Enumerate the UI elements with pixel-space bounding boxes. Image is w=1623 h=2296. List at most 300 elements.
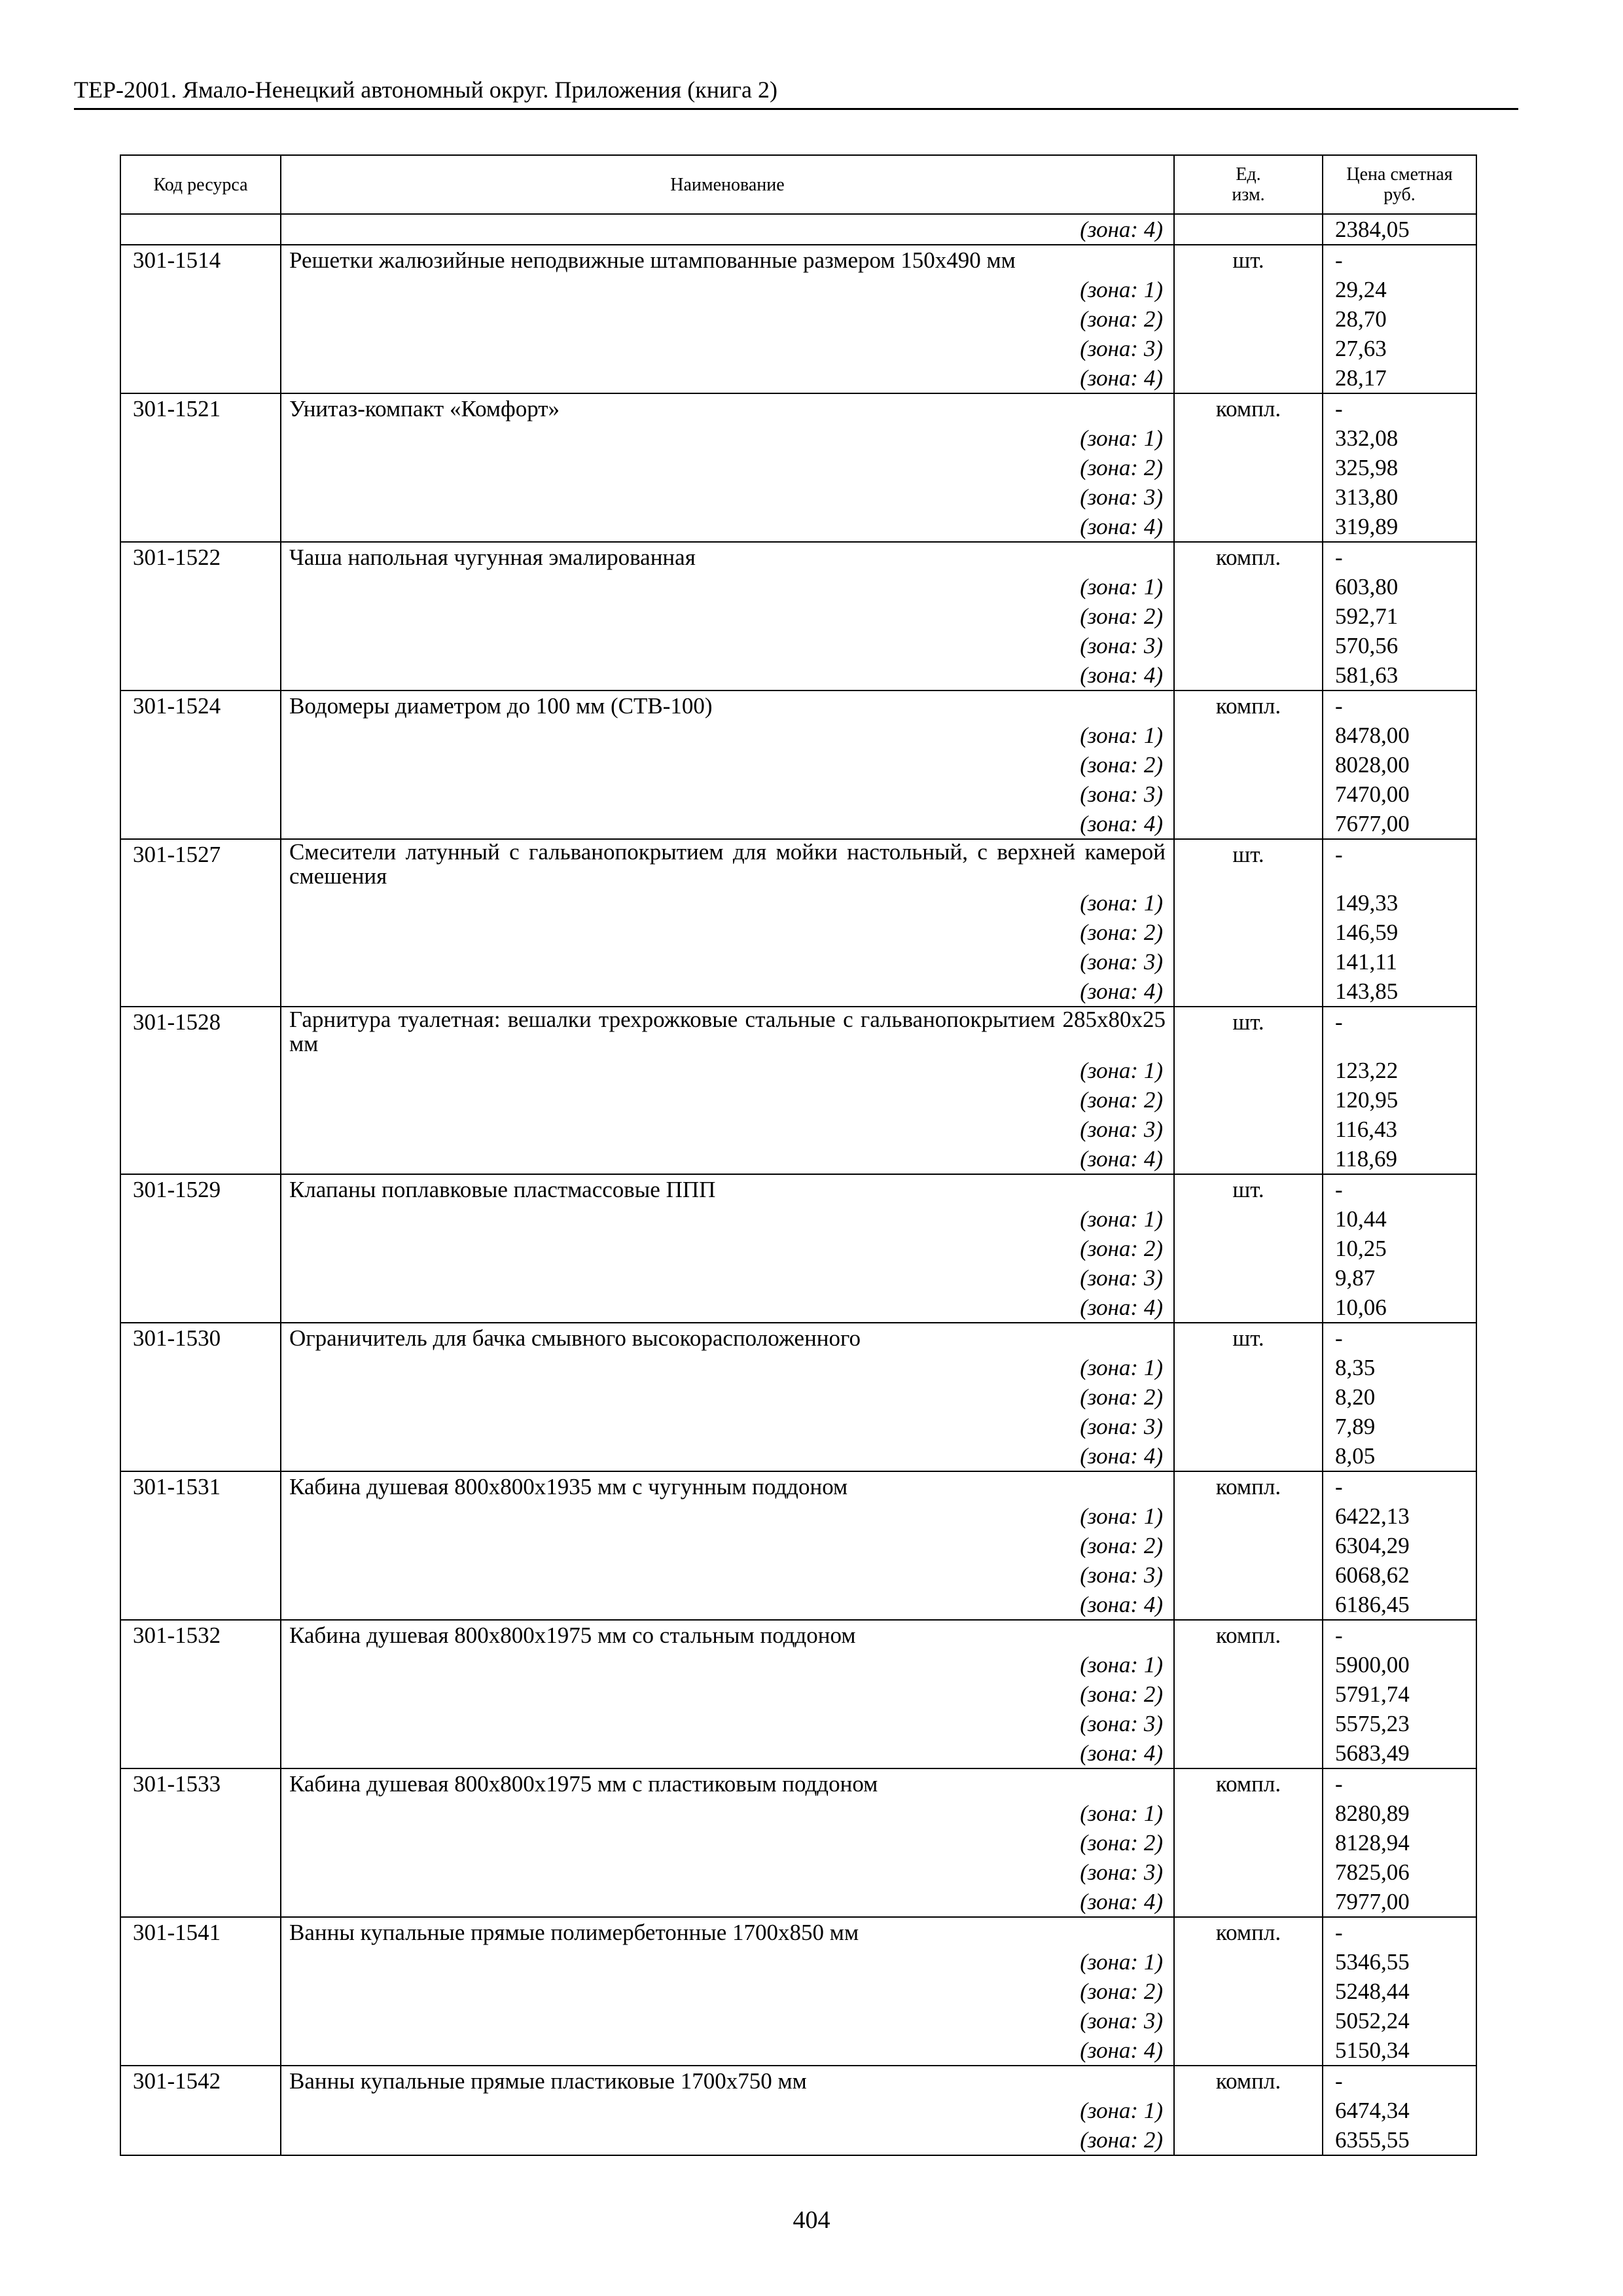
table-row — [120, 1441, 1476, 1471]
table-row — [120, 2066, 1476, 2096]
price-cell: - — [1323, 2066, 1476, 2096]
unit-cell — [1174, 1799, 1323, 1828]
resource-name: Унитаз-компакт «Комфорт» — [281, 393, 1174, 423]
resource-name: Клапаны поплавковые пластмассовые ППП — [281, 1174, 1174, 1204]
zone-label: (зона: 4) — [281, 1293, 1174, 1323]
code-cell — [120, 918, 281, 947]
resource-code: 301-1541 — [120, 1917, 281, 1947]
zone-label: (зона: 4) — [281, 809, 1174, 839]
code-cell — [120, 1590, 281, 1620]
zone-price: 123,22 — [1323, 1056, 1476, 1085]
table-row — [120, 245, 1476, 275]
code-cell — [120, 721, 281, 750]
code-cell — [120, 1501, 281, 1531]
unit-cell — [1174, 1056, 1323, 1085]
zone-price: 5248,44 — [1323, 1977, 1476, 2006]
zone-price: 6474,34 — [1323, 2096, 1476, 2125]
table-row — [120, 918, 1476, 947]
zone-price: 118,69 — [1323, 1144, 1476, 1174]
unit-cell — [1174, 423, 1323, 453]
unit-cell — [1174, 1709, 1323, 1738]
code-cell — [120, 214, 281, 245]
unit-cell — [1174, 1382, 1323, 1412]
table-row — [120, 334, 1476, 363]
unit-cell — [1174, 214, 1323, 245]
code-cell — [120, 1828, 281, 1857]
zone-label: (зона: 4) — [281, 1441, 1174, 1471]
zone-price: 28,70 — [1323, 304, 1476, 334]
table-row — [120, 363, 1476, 393]
page-header: ТЕР-2001. Ямало-Ненецкий автономный округ. Приложения (книга 2) — [74, 74, 1518, 110]
table-header — [120, 155, 1476, 214]
table-row — [120, 214, 1476, 245]
resource-code: 301-1522 — [120, 542, 281, 572]
table-row — [120, 1412, 1476, 1441]
price-cell: - — [1323, 691, 1476, 721]
table-row — [120, 1828, 1476, 1857]
code-cell — [120, 512, 281, 542]
table-row — [120, 1144, 1476, 1174]
zone-label: (зона: 1) — [281, 1501, 1174, 1531]
table-row — [120, 1382, 1476, 1412]
code-cell — [120, 304, 281, 334]
unit-cell: компл. — [1174, 1768, 1323, 1799]
price-cell: - — [1323, 1007, 1476, 1056]
zone-price: 149,33 — [1323, 888, 1476, 918]
table-row — [120, 512, 1476, 542]
zone-label: (зона: 4) — [281, 1887, 1174, 1917]
code-cell — [120, 1441, 281, 1471]
page-number: 404 — [793, 2206, 830, 2234]
resource-code: 301-1529 — [120, 1174, 281, 1204]
unit-cell — [1174, 660, 1323, 691]
zone-price: 10,06 — [1323, 1293, 1476, 1323]
unit-cell: шт. — [1174, 1007, 1323, 1056]
zone-label: (зона: 3) — [281, 1560, 1174, 1590]
zone-price: 319,89 — [1323, 512, 1476, 542]
resource-code: 301-1524 — [120, 691, 281, 721]
unit-cell: шт. — [1174, 839, 1323, 888]
unit-cell — [1174, 1738, 1323, 1768]
zone-label: (зона: 3) — [281, 947, 1174, 977]
resource-code: 301-1521 — [120, 393, 281, 423]
code-cell — [120, 1085, 281, 1115]
col-header-code: Код ресурса — [120, 155, 281, 214]
zone-price: 8,20 — [1323, 1382, 1476, 1412]
zone-label: (зона: 1) — [281, 721, 1174, 750]
table-body — [120, 214, 1476, 2155]
price-cell: - — [1323, 1917, 1476, 1947]
zone-label: (зона: 3) — [281, 1412, 1174, 1441]
code-cell — [120, 1531, 281, 1560]
code-cell — [120, 750, 281, 780]
zone-price: 7,89 — [1323, 1412, 1476, 1441]
zone-price: 8,05 — [1323, 1441, 1476, 1471]
table-row — [120, 304, 1476, 334]
zone-label: (зона: 2) — [281, 918, 1174, 947]
unit-cell — [1174, 1293, 1323, 1323]
table-row — [120, 1056, 1476, 1085]
zone-price: 5791,74 — [1323, 1679, 1476, 1709]
table-row — [120, 1650, 1476, 1679]
resource-code: 301-1514 — [120, 245, 281, 275]
code-cell — [120, 1947, 281, 1977]
zone-label: (зона: 2) — [281, 2125, 1174, 2155]
resource-code: 301-1532 — [120, 1620, 281, 1650]
zone-label: (зона: 1) — [281, 423, 1174, 453]
zone-price: 6068,62 — [1323, 1560, 1476, 1590]
zone-price: 8,35 — [1323, 1353, 1476, 1382]
zone-label: (зона: 1) — [281, 1650, 1174, 1679]
code-cell — [120, 423, 281, 453]
resource-name: Кабина душевая 800х800х1975 мм с пластиковым поддоном — [281, 1768, 1174, 1799]
zone-label: (зона: 1) — [281, 1056, 1174, 1085]
table-row — [120, 393, 1476, 423]
table-row — [120, 1204, 1476, 1234]
table-row — [120, 1501, 1476, 1531]
zone-price: 5900,00 — [1323, 1650, 1476, 1679]
table-row — [120, 1323, 1476, 1353]
code-cell — [120, 2036, 281, 2066]
zone-price: 10,44 — [1323, 1204, 1476, 1234]
code-cell — [120, 1382, 281, 1412]
table-row — [120, 601, 1476, 631]
zone-price: 570,56 — [1323, 631, 1476, 660]
zone-price: 5575,23 — [1323, 1709, 1476, 1738]
code-cell — [120, 1560, 281, 1590]
code-cell — [120, 1857, 281, 1887]
price-table — [120, 154, 1477, 2156]
code-cell — [120, 1412, 281, 1441]
table-row — [120, 1857, 1476, 1887]
zone-label: (зона: 2) — [281, 1234, 1174, 1263]
zone-label: (зона: 3) — [281, 334, 1174, 363]
zone-price: 7825,06 — [1323, 1857, 1476, 1887]
price-cell: - — [1323, 1323, 1476, 1353]
zone-label: (зона: 2) — [281, 1977, 1174, 2006]
table-row — [120, 1887, 1476, 1917]
table-row — [120, 1007, 1476, 1056]
unit-cell — [1174, 1679, 1323, 1709]
code-cell — [120, 1263, 281, 1293]
unit-cell — [1174, 1650, 1323, 1679]
price-cell: - — [1323, 393, 1476, 423]
code-cell — [120, 1056, 281, 1085]
code-cell — [120, 482, 281, 512]
table-row — [120, 1531, 1476, 1560]
zone-label: (зона: 4) — [281, 214, 1174, 245]
unit-cell — [1174, 721, 1323, 750]
unit-cell — [1174, 947, 1323, 977]
zone-price: 5052,24 — [1323, 2006, 1476, 2036]
zone-label: (зона: 3) — [281, 1115, 1174, 1144]
zone-price: 8280,89 — [1323, 1799, 1476, 1828]
price-cell: - — [1323, 1174, 1476, 1204]
zone-price: 592,71 — [1323, 601, 1476, 631]
code-cell — [120, 1234, 281, 1263]
zone-label: (зона: 2) — [281, 304, 1174, 334]
resource-name: Ванны купальные прямые пластиковые 1700х750 мм — [281, 2066, 1174, 2096]
code-cell — [120, 1887, 281, 1917]
zone-label: (зона: 2) — [281, 1085, 1174, 1115]
zone-price: 7470,00 — [1323, 780, 1476, 809]
zone-price: 6186,45 — [1323, 1590, 1476, 1620]
unit-cell: шт. — [1174, 245, 1323, 275]
unit-cell — [1174, 275, 1323, 304]
unit-cell — [1174, 363, 1323, 393]
price-cell: - — [1323, 1471, 1476, 1501]
table-row — [120, 1263, 1476, 1293]
price-cell: - — [1323, 542, 1476, 572]
zone-label: (зона: 3) — [281, 1857, 1174, 1887]
code-cell — [120, 1709, 281, 1738]
col-header-price-l1: Цена сметная — [1346, 164, 1453, 185]
code-cell — [120, 1293, 281, 1323]
unit-cell — [1174, 1085, 1323, 1115]
table-row — [120, 1353, 1476, 1382]
unit-cell — [1174, 1204, 1323, 1234]
code-cell — [120, 660, 281, 691]
table-row — [120, 1174, 1476, 1204]
table-row — [120, 809, 1476, 839]
zone-label: (зона: 4) — [281, 977, 1174, 1007]
unit-cell — [1174, 1590, 1323, 1620]
unit-cell — [1174, 809, 1323, 839]
price-cell: - — [1323, 839, 1476, 888]
resource-code: 301-1533 — [120, 1768, 281, 1799]
unit-cell — [1174, 334, 1323, 363]
unit-cell — [1174, 2125, 1323, 2155]
zone-label: (зона: 4) — [281, 1144, 1174, 1174]
zone-price: 7677,00 — [1323, 809, 1476, 839]
table-row — [120, 721, 1476, 750]
unit-cell — [1174, 1144, 1323, 1174]
zone-price: 325,98 — [1323, 453, 1476, 482]
price-cell: - — [1323, 1768, 1476, 1799]
zone-price: 116,43 — [1323, 1115, 1476, 1144]
zone-label: (зона: 3) — [281, 2006, 1174, 2036]
zone-label: (зона: 2) — [281, 1679, 1174, 1709]
zone-price: 313,80 — [1323, 482, 1476, 512]
code-cell — [120, 947, 281, 977]
table-row — [120, 888, 1476, 918]
zone-price: 9,87 — [1323, 1263, 1476, 1293]
code-cell — [120, 572, 281, 601]
zone-label: (зона: 1) — [281, 275, 1174, 304]
zone-label: (зона: 4) — [281, 660, 1174, 691]
table-row — [120, 542, 1476, 572]
zone-price: 8478,00 — [1323, 721, 1476, 750]
zone-price: 8128,94 — [1323, 1828, 1476, 1857]
unit-cell — [1174, 453, 1323, 482]
col-header-unit — [1174, 155, 1323, 214]
zone-price: 6304,29 — [1323, 1531, 1476, 1560]
unit-cell — [1174, 1531, 1323, 1560]
code-cell — [120, 1679, 281, 1709]
resource-name: Чаша напольная чугунная эмалированная — [281, 542, 1174, 572]
code-cell — [120, 1650, 281, 1679]
code-cell — [120, 453, 281, 482]
zone-label: (зона: 4) — [281, 363, 1174, 393]
zone-price: 8028,00 — [1323, 750, 1476, 780]
table-row — [120, 2036, 1476, 2066]
table-row — [120, 2006, 1476, 2036]
unit-cell — [1174, 1441, 1323, 1471]
code-cell — [120, 1977, 281, 2006]
zone-label: (зона: 2) — [281, 1828, 1174, 1857]
unit-cell: компл. — [1174, 1620, 1323, 1650]
code-cell — [120, 2125, 281, 2155]
table-row — [120, 1917, 1476, 1947]
table-row — [120, 1977, 1476, 2006]
code-cell — [120, 2006, 281, 2036]
code-cell — [120, 1115, 281, 1144]
zone-label: (зона: 3) — [281, 1709, 1174, 1738]
zone-price: 5683,49 — [1323, 1738, 1476, 1768]
zone-label: (зона: 2) — [281, 453, 1174, 482]
unit-cell — [1174, 918, 1323, 947]
resource-code: 301-1528 — [120, 1007, 281, 1056]
table-row — [120, 1293, 1476, 1323]
zone-price: 28,17 — [1323, 363, 1476, 393]
zone-price: 603,80 — [1323, 572, 1476, 601]
price-cell: - — [1323, 245, 1476, 275]
code-cell — [120, 601, 281, 631]
unit-cell — [1174, 888, 1323, 918]
unit-cell — [1174, 2006, 1323, 2036]
zone-price: 332,08 — [1323, 423, 1476, 453]
table-row — [120, 453, 1476, 482]
table-row — [120, 1471, 1476, 1501]
zone-label: (зона: 2) — [281, 601, 1174, 631]
zone-price: 581,63 — [1323, 660, 1476, 691]
unit-cell — [1174, 572, 1323, 601]
zone-label: (зона: 1) — [281, 1799, 1174, 1828]
unit-cell: компл. — [1174, 393, 1323, 423]
resource-code: 301-1531 — [120, 1471, 281, 1501]
resource-code: 301-1542 — [120, 2066, 281, 2096]
unit-cell — [1174, 780, 1323, 809]
zone-price: 5346,55 — [1323, 1947, 1476, 1977]
unit-cell: шт. — [1174, 1174, 1323, 1204]
resource-name: Водомеры диаметром до 100 мм (СТВ-100) — [281, 691, 1174, 721]
table-row — [120, 839, 1476, 888]
table-row — [120, 1679, 1476, 1709]
zone-price: 6422,13 — [1323, 1501, 1476, 1531]
unit-cell — [1174, 1115, 1323, 1144]
zone-label: (зона: 1) — [281, 1353, 1174, 1382]
zone-label: (зона: 3) — [281, 482, 1174, 512]
code-cell — [120, 1353, 281, 1382]
zone-label: (зона: 4) — [281, 2036, 1174, 2066]
unit-cell: компл. — [1174, 1917, 1323, 1947]
unit-cell — [1174, 1887, 1323, 1917]
resource-name: Кабина душевая 800х800х1975 мм со стальным поддоном — [281, 1620, 1174, 1650]
zone-label: (зона: 2) — [281, 750, 1174, 780]
price-cell: - — [1323, 1620, 1476, 1650]
code-cell — [120, 2096, 281, 2125]
code-cell — [120, 977, 281, 1007]
unit-cell — [1174, 631, 1323, 660]
unit-cell — [1174, 1234, 1323, 1263]
zone-label: (зона: 3) — [281, 780, 1174, 809]
table-row — [120, 1799, 1476, 1828]
table-row — [120, 691, 1476, 721]
zone-price: 146,59 — [1323, 918, 1476, 947]
code-cell — [120, 888, 281, 918]
unit-cell: компл. — [1174, 691, 1323, 721]
table-row — [120, 1947, 1476, 1977]
code-cell — [120, 275, 281, 304]
zone-price: 143,85 — [1323, 977, 1476, 1007]
unit-cell: компл. — [1174, 542, 1323, 572]
table-row — [120, 572, 1476, 601]
resource-name: Гарнитура туалетная: вешалки трехрожковые стальные с гальванопокрытием 285х80х25 мм — [281, 1007, 1174, 1056]
zone-label: (зона: 1) — [281, 888, 1174, 918]
code-cell — [120, 631, 281, 660]
table-row — [120, 423, 1476, 453]
unit-cell — [1174, 601, 1323, 631]
unit-cell — [1174, 977, 1323, 1007]
col-header-price — [1323, 155, 1476, 214]
unit-cell — [1174, 1947, 1323, 1977]
unit-cell — [1174, 512, 1323, 542]
zone-label: (зона: 1) — [281, 1947, 1174, 1977]
table-row — [120, 1590, 1476, 1620]
code-cell — [120, 1204, 281, 1234]
zone-price: 2384,05 — [1323, 214, 1476, 245]
table-row — [120, 2096, 1476, 2125]
unit-cell — [1174, 750, 1323, 780]
zone-label: (зона: 1) — [281, 2096, 1174, 2125]
unit-cell — [1174, 1560, 1323, 1590]
zone-price: 6355,55 — [1323, 2125, 1476, 2155]
table-row — [120, 977, 1476, 1007]
unit-cell — [1174, 1501, 1323, 1531]
unit-cell — [1174, 2036, 1323, 2066]
zone-price: 120,95 — [1323, 1085, 1476, 1115]
table-row — [120, 660, 1476, 691]
col-header-unit-l1: Ед. — [1236, 164, 1261, 185]
resource-name: Решетки жалюзийные неподвижные штампованные размером 150х490 мм — [281, 245, 1174, 275]
table-row — [120, 2125, 1476, 2155]
zone-label: (зона: 2) — [281, 1382, 1174, 1412]
table-row — [120, 1234, 1476, 1263]
table-row — [120, 780, 1476, 809]
table-row — [120, 1709, 1476, 1738]
code-cell — [120, 1144, 281, 1174]
table-row — [120, 631, 1476, 660]
unit-cell — [1174, 482, 1323, 512]
zone-price: 27,63 — [1323, 334, 1476, 363]
unit-cell — [1174, 1412, 1323, 1441]
table-row — [120, 1085, 1476, 1115]
table-row — [120, 947, 1476, 977]
unit-cell — [1174, 1263, 1323, 1293]
zone-label: (зона: 3) — [281, 1263, 1174, 1293]
table-row — [120, 1738, 1476, 1768]
unit-cell: компл. — [1174, 2066, 1323, 2096]
zone-label: (зона: 4) — [281, 1590, 1174, 1620]
zone-price: 141,11 — [1323, 947, 1476, 977]
zone-label: (зона: 4) — [281, 1738, 1174, 1768]
zone-label: (зона: 2) — [281, 1531, 1174, 1560]
resource-code: 301-1527 — [120, 839, 281, 888]
zone-price: 10,25 — [1323, 1234, 1476, 1263]
table-row — [120, 1768, 1476, 1799]
zone-label: (зона: 1) — [281, 1204, 1174, 1234]
table-row — [120, 275, 1476, 304]
